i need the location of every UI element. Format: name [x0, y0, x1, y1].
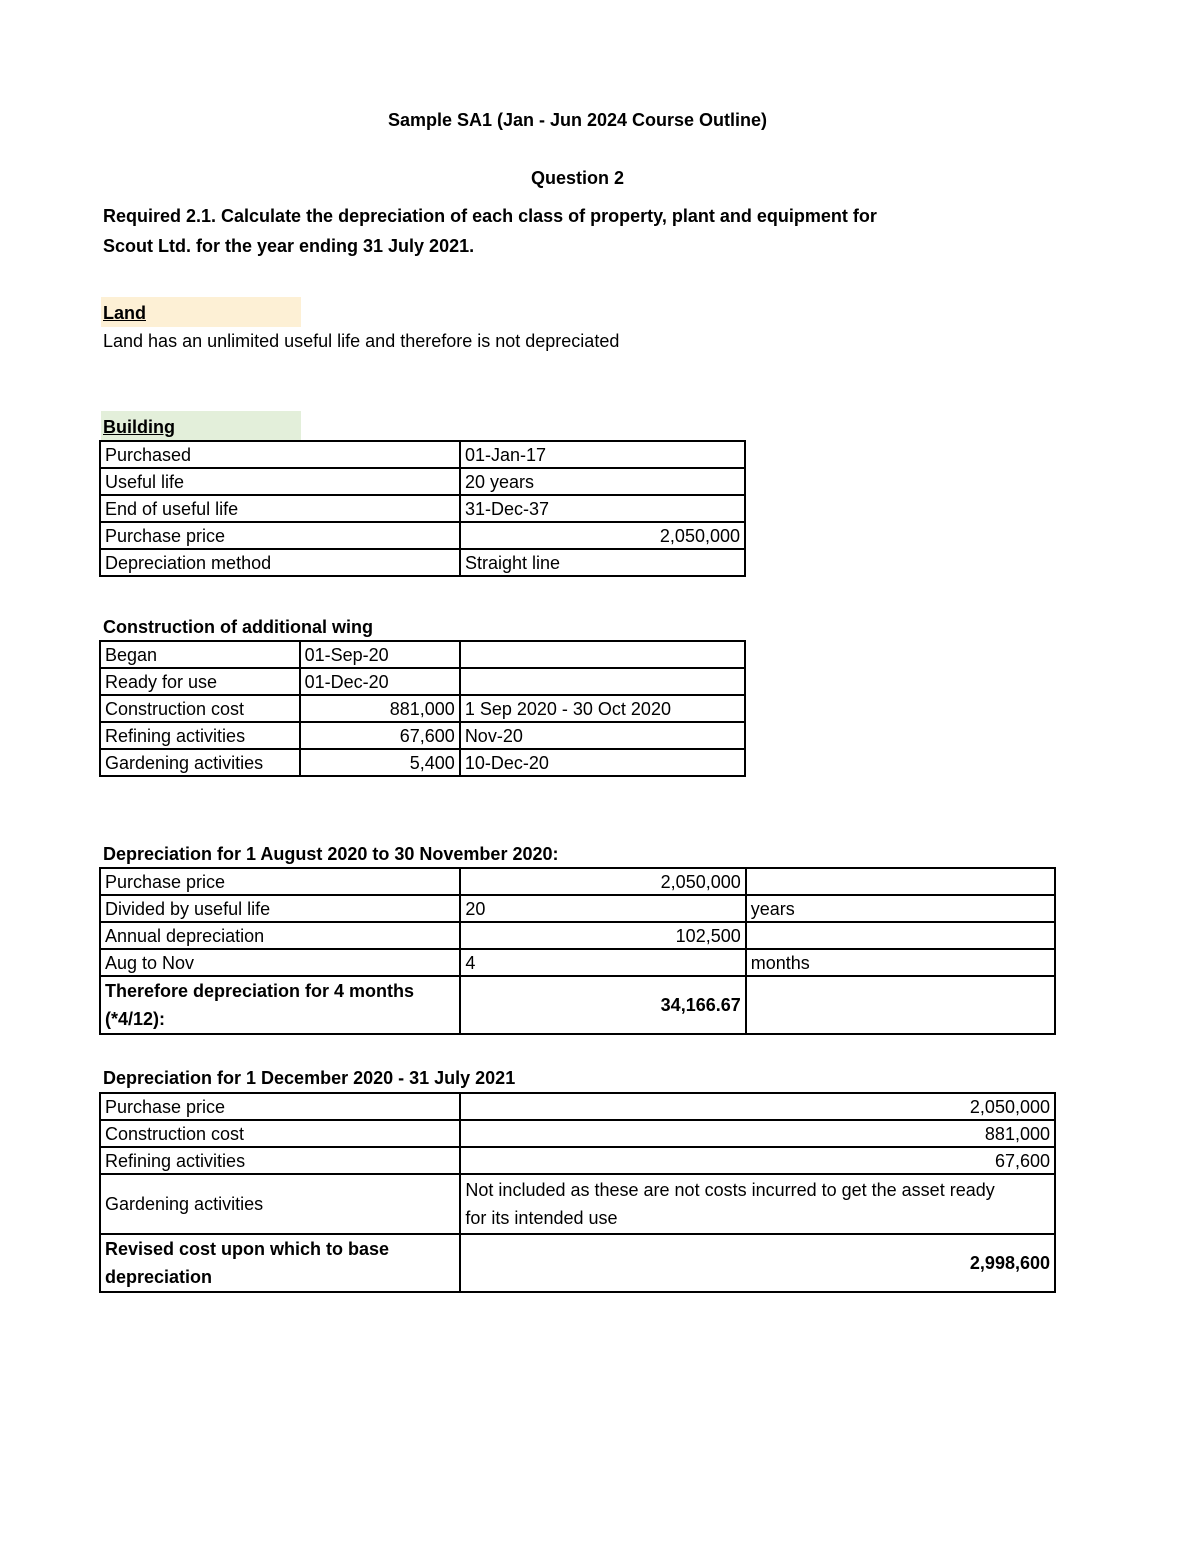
dep2-value: 2,998,600 — [460, 1234, 1055, 1292]
table-row — [100, 441, 745, 468]
construction-value: 01-Sep-20 — [300, 641, 460, 668]
construction-value: 01-Dec-20 — [300, 668, 460, 695]
table-row — [100, 1234, 1055, 1292]
dep2-label: Gardening activities — [100, 1174, 460, 1234]
dep2-value: 2,050,000 — [460, 1093, 1055, 1120]
table-row — [100, 922, 1055, 949]
construction-value: 67,600 — [300, 722, 460, 749]
dep1-unit: years — [746, 895, 1055, 922]
building-label: End of useful life — [100, 495, 460, 522]
table-row — [100, 976, 1055, 1034]
table-row — [100, 522, 745, 549]
land-text: Land has an unlimited useful life and therefore is not depreciated — [103, 331, 620, 351]
table-row — [100, 749, 745, 776]
construction-label: Construction cost — [100, 695, 300, 722]
table-row — [100, 641, 745, 668]
building-value: 01-Jan-17 — [460, 441, 745, 468]
construction-note: 10-Dec-20 — [460, 749, 745, 776]
construction-label: Ready for use — [100, 668, 300, 695]
table-row — [100, 1174, 1055, 1234]
construction-value: 5,400 — [300, 749, 460, 776]
construction-value: 881,000 — [300, 695, 460, 722]
dep1-value: 4 — [460, 949, 745, 976]
dep1-unit — [746, 922, 1055, 949]
building-heading: Building — [103, 417, 175, 437]
dep1-value: 20 — [460, 895, 745, 922]
dep1-label: Therefore depreciation for 4 months (*4/12): — [100, 976, 460, 1034]
dep1-table — [99, 867, 1056, 1035]
table-row — [100, 495, 745, 522]
dep1-value: 2,050,000 — [460, 868, 745, 895]
construction-label: Refining activities — [100, 722, 300, 749]
building-value: 20 years — [460, 468, 745, 495]
required-line-2: Scout Ltd. for the year ending 31 July 2021. — [103, 236, 475, 256]
construction-note: Nov-20 — [460, 722, 745, 749]
dep2-value: 67,600 — [460, 1147, 1055, 1174]
table-row — [100, 695, 745, 722]
document-title: Sample SA1 (Jan - Jun 2024 Course Outline) — [387, 110, 768, 130]
building-label: Useful life — [100, 468, 460, 495]
table-row — [100, 1120, 1055, 1147]
table-row — [100, 668, 745, 695]
construction-label: Gardening activities — [100, 749, 300, 776]
dep2-heading: Depreciation for 1 December 2020 - 31 July 2021 — [103, 1068, 516, 1088]
dep2-value: Not included as these are not costs incurred to get the asset ready for its intended use — [460, 1174, 1055, 1234]
dep1-value: 34,166.67 — [460, 976, 745, 1034]
dep1-unit — [746, 868, 1055, 895]
construction-label: Began — [100, 641, 300, 668]
dep2-label: Construction cost — [100, 1120, 460, 1147]
dep1-label: Purchase price — [100, 868, 460, 895]
dep1-label: Divided by useful life — [100, 895, 460, 922]
table-row — [100, 722, 745, 749]
table-row — [100, 549, 745, 576]
building-table — [99, 440, 746, 577]
dep2-table — [99, 1092, 1056, 1293]
construction-heading: Construction of additional wing — [103, 617, 373, 637]
dep1-value: 102,500 — [460, 922, 745, 949]
required-line-1: Required 2.1. Calculate the depreciation of each class of property, plant and equipment for — [103, 206, 877, 226]
land-heading: Land — [103, 303, 146, 323]
dep1-label: Annual depreciation — [100, 922, 460, 949]
building-value: 31-Dec-37 — [460, 495, 745, 522]
dep1-unit: months — [746, 949, 1055, 976]
building-label: Purchase price — [100, 522, 460, 549]
table-row — [100, 1093, 1055, 1120]
dep2-label: Refining activities — [100, 1147, 460, 1174]
dep1-heading: Depreciation for 1 August 2020 to 30 November 2020: — [103, 844, 559, 864]
dep2-label: Purchase price — [100, 1093, 460, 1120]
table-row — [100, 1147, 1055, 1174]
table-row — [100, 949, 1055, 976]
dep1-label: Aug to Nov — [100, 949, 460, 976]
construction-note — [460, 668, 745, 695]
question-heading: Question 2 — [530, 168, 624, 188]
dep2-value: 881,000 — [460, 1120, 1055, 1147]
construction-note — [460, 641, 745, 668]
construction-table — [99, 640, 746, 777]
table-row — [100, 895, 1055, 922]
building-value: 2,050,000 — [460, 522, 745, 549]
table-row — [100, 468, 745, 495]
table-row — [100, 868, 1055, 895]
building-label: Depreciation method — [100, 549, 460, 576]
dep2-label: Revised cost upon which to base depreciation — [100, 1234, 460, 1292]
building-label: Purchased — [100, 441, 460, 468]
dep1-unit — [746, 976, 1055, 1034]
building-value: Straight line — [460, 549, 745, 576]
construction-note: 1 Sep 2020 - 30 Oct 2020 — [460, 695, 745, 722]
